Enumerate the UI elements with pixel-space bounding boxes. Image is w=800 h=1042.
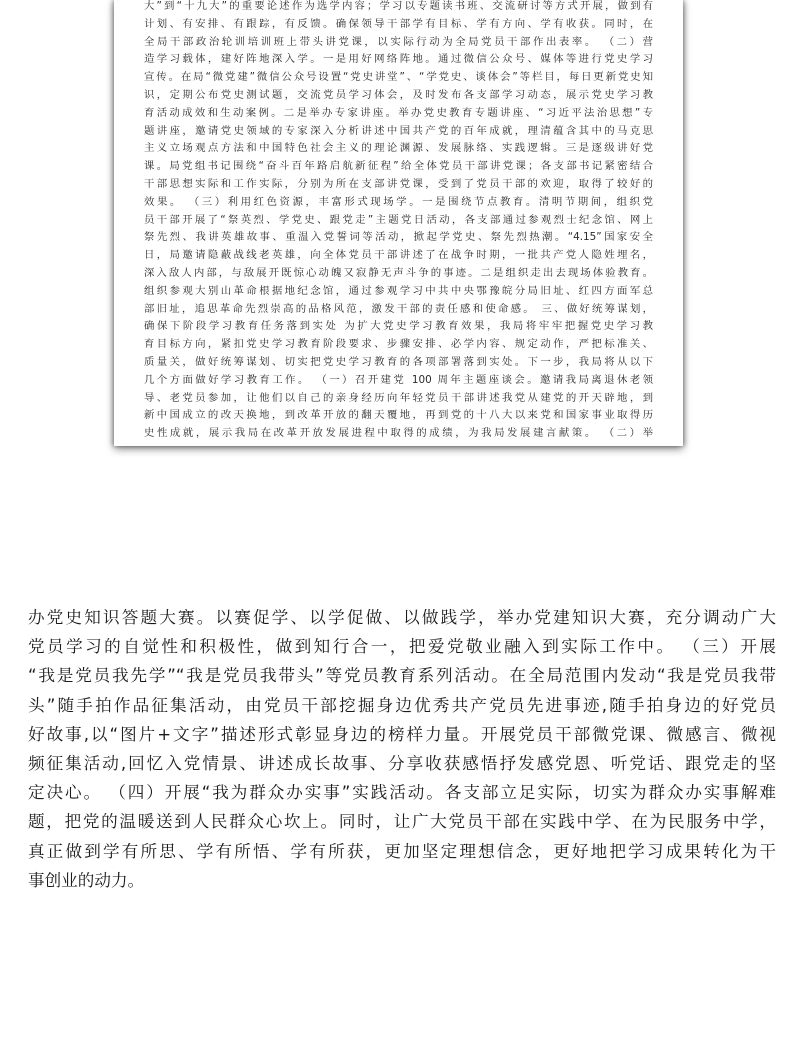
page-line: 育活动成效和生动案例。二是举办专家讲座。举办党史教育专题讲座、“习近平法治思想”专 [144, 106, 653, 119]
page-line: 新中国成立的改天换地，到改革开放的翻天覆地，再到党的十八大以来党和国家事业取得历 [144, 409, 653, 422]
page-line: 宣传。在局“微党建”微信公众号设置“党史讲堂”、“学党史、谈体会”等栏目，每日更新党史知 [144, 71, 653, 84]
page-line: 育目标方向，紧扣党史学习教育阶段要求、步骤安排、必学内容、规定动作，严把标准关、 [144, 338, 653, 351]
body-line: 办党史知识答题大赛。以赛促学、以学促做、以做践学，举办党建知识大赛，充分调动广大 [28, 608, 776, 627]
document-page-preview [114, 0, 683, 446]
page-line: 几个方面做好学习教育工作。 （一）召开建党 100 周年主题座谈会。邀请我局离退休老领 [144, 373, 653, 386]
page-line: 组织参观大别山革命根据地纪念馆，通过参观学习中共中央鄂豫皖分局旧址、红四方面军总 [144, 284, 653, 297]
page-line: 质量关，做好统筹谋划、切实把党史学习教育的各项部署落到实处。下一步，我局将从以下 [144, 355, 653, 368]
body-line: 党员学习的自觉性和积极性，做到知行合一，把爱党敬业融入到实际工作中。 （三）开展 [28, 637, 776, 657]
page-line: 干部思想实际和工作实际，分别为所在支部讲党课，受到了党员干部的欢迎，取得了较好的 [144, 177, 653, 190]
page-line: 部旧址，追思革命先烈崇高的品格风范，激发干部的责任感和使命感。 三、做好统筹谋划， [144, 302, 653, 315]
body-paragraph [28, 603, 776, 895]
body-line: 题，把党的温暖送到人民群众心坎上。同时，让广大党员干部在实践中学、在为民服务中学， [28, 812, 776, 832]
page-line: 祭先烈、我讲英雄故事、重温入党誓词等活动，掀起学党史、祭先烈热潮。“4.15”国家安全 [144, 231, 653, 244]
page-line: 识，定期公布党史测试题，交流党员学习体会，及时发布各支部学习动态，展示党史学习教 [144, 88, 653, 101]
page-line: 深入敌人内部，与敌展开既惊心动魄又寂静无声斗争的事迹。二是组织走出去现场体验教育。 [144, 266, 653, 279]
page-line: 员干部开展了“祭英烈、学党史、跟党走”主题党日活动，各支部通过参观烈士纪念馆、网上 [144, 213, 653, 226]
body-line: “我是党员我先学”“我是党员我带头”等党员教育系列活动。在全局范围内发动“我是党员我带 [28, 666, 776, 686]
page-line: 确保下阶段学习教育任务落到实处 为扩大党史学习教育效果，我局将牢牢把握党史学习教 [144, 320, 653, 333]
page-line: 全局干部政治轮训培训班上带头讲党课，以实际行动为全局党员干部作出表率。 （二）营 [144, 35, 653, 48]
body-line: 真正做到学有所思、学有所悟、学有所获，更加坚定理想信念，更好地把学习成果转化为干 [28, 841, 776, 861]
page-line: 日，局邀请隐蔽战线老英雄，向全体党员干部讲述了在战争时期，一批共产党人隐姓埋名， [144, 249, 653, 262]
body-line: 定决心。 （四）开展“我为群众办实事”实践活动。各支部立足实际，切实为群众办实事解难 [28, 783, 776, 803]
document-page-text [144, 0, 653, 443]
body-line: 频征集活动,回忆入党情景、讲述成长故事、分享收获感悟抒发感党恩、听党话、跟党走的坚 [28, 754, 776, 774]
page-line: 题讲座，邀请党史领域的专家深入分析讲述中国共产党的百年成就，理清蕴含其中的马克思 [144, 124, 653, 137]
page-line: 计划、有安排、有跟踪，有反馈。确保领导干部学有目标、学有方向、学有收获。同时，在 [144, 17, 653, 30]
page-line: 大”到“十九大”的重要论述作为选学内容；学习以专题读书班、交流研讨等方式开展，做到有 [144, 0, 653, 12]
page-line: 效果。 （三）利用红色资源，丰富形式现场学。一是围绕节点教育。清明节期间，组织党 [144, 195, 653, 208]
body-line: 头”随手拍作品征集活动，由党员干部挖掘身边优秀共产党员先进事迹,随手拍身边的好党员 [28, 695, 776, 715]
body-line: 好故事,以“图片+文字”描述形式彰显身边的榜样力量。开展党员干部微党课、微感言、微视 [28, 724, 776, 744]
page-line: 课。局党组书记围绕“奋斗百年路启航新征程”给全体党员干部讲党课；各支部书记紧密结合 [144, 160, 653, 173]
page-line: 主义立场观点方法和中国特色社会主义的理论渊源、发展脉络、实践逻辑。三是逐级讲好党 [144, 142, 653, 155]
page-line: 造学习载体，建好阵地深入学。一是用好网络阵地。通过微信公众号、媒体等进行党史学习 [144, 53, 653, 66]
page-line: 导、老党员参加，让他们以自己的亲身经历向年轻党员干部讲述我党从建党的开天辟地，到 [144, 391, 653, 404]
body-line: 事创业的动力。 [28, 870, 145, 890]
page-line: 史性成就，展示我局在改革开放发展进程中取得的成绩，为我局发展建言献策。 （二）举 [144, 427, 653, 440]
